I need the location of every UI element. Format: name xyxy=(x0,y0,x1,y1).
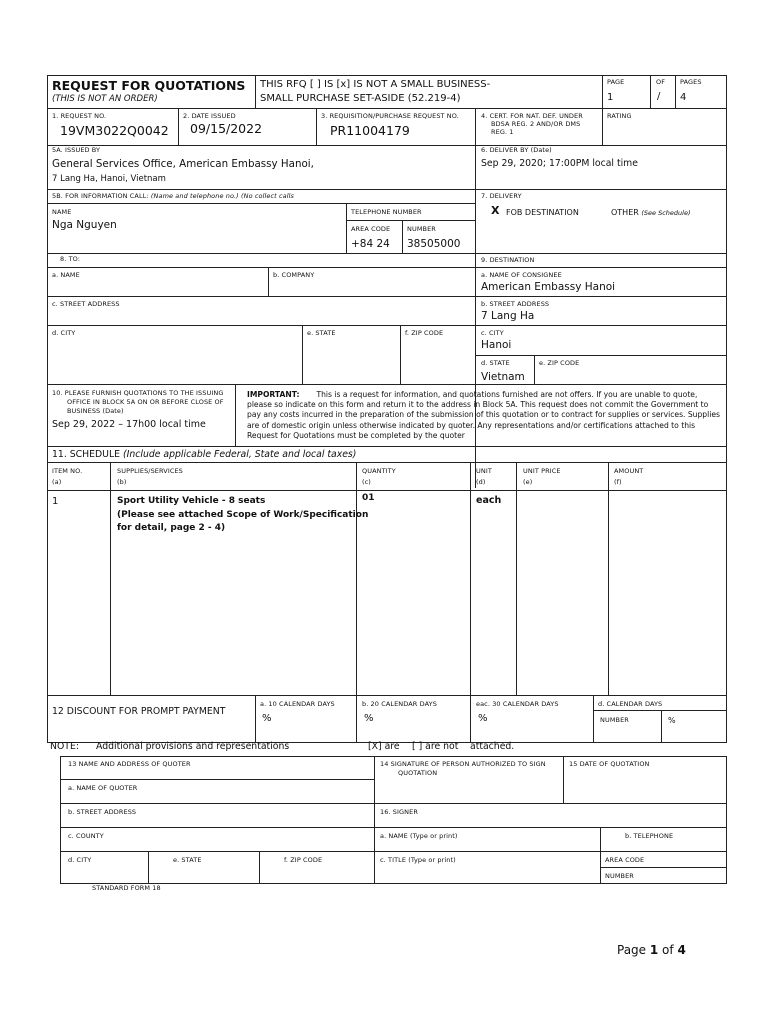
row-desc-line2: (Please see attached Scope of Work/Specification xyxy=(117,510,369,520)
pages-value: 4 xyxy=(680,92,687,103)
issued-by-line2: 7 Lang Ha, Hanoi, Vietnam xyxy=(52,174,166,184)
discount-20-days-pct: % xyxy=(364,713,374,724)
name-label: NAME xyxy=(52,208,72,216)
col-item-no-sub: (a) xyxy=(52,478,62,486)
cert-label-line3: REG. 1 xyxy=(491,128,514,136)
discount-calendar-days-label: d. CALENDAR DAYS xyxy=(598,700,663,708)
page-label: PAGE xyxy=(607,78,625,86)
note-text: Additional provisions and representations xyxy=(96,741,290,752)
fob-destination-label: FOB DESTINATION xyxy=(506,208,579,217)
col-quantity-sub: (c) xyxy=(362,478,371,486)
to-city-label: d. CITY xyxy=(52,329,76,337)
form-title: REQUEST FOR QUOTATIONS xyxy=(52,78,246,93)
quoter-state-label: e. STATE xyxy=(173,856,202,864)
phone-number-value: 38505000 xyxy=(407,238,461,250)
destination-street-value: 7 Lang Ha xyxy=(481,310,535,322)
rfq-set-aside-line2: SMALL PURCHASE SET-ASIDE (52.219-4) xyxy=(260,93,461,104)
quoter-county-label: c. COUNTY xyxy=(68,832,104,840)
destination-street-label: b. STREET ADDRESS xyxy=(481,300,550,308)
delivery-other: OTHER (See Schedule) xyxy=(611,208,691,217)
to-street-label: c. STREET ADDRESS xyxy=(52,300,120,308)
schedule-label: 11. SCHEDULE (Include applicable Federal, State and local taxes) xyxy=(52,449,357,460)
col-unit-price-sub: (e) xyxy=(523,478,533,486)
info-call-label: 5B. FOR INFORMATION CALL: (Name and telephone no.) (No collect calls xyxy=(52,192,295,200)
discount-30-days-label: eac. 30 CALENDAR DAYS xyxy=(476,700,559,708)
furnish-deadline: Sep 29, 2022 – 17h00 local time xyxy=(52,419,206,430)
to-label: 8. TO: xyxy=(60,255,81,263)
standard-form-label: STANDARD FORM 18 xyxy=(92,884,161,892)
furnish-label-line2: OFFICE IN BLOCK 5A ON OR BEFORE CLOSE OF xyxy=(67,398,224,406)
consignee-label: a. NAME OF CONSIGNEE xyxy=(481,271,562,279)
date-issued-label: 2. DATE ISSUED xyxy=(183,112,236,120)
row-desc-line3: for detail, page 2 - 4) xyxy=(117,523,226,533)
to-state-label: e. STATE xyxy=(307,329,336,337)
col-amount-sub: (f) xyxy=(614,478,622,486)
discount-10-days-label: a. 10 CALENDAR DAYS xyxy=(260,700,335,708)
signer-number-label: NUMBER xyxy=(605,872,634,880)
discount-days-pct: % xyxy=(668,716,676,725)
pages-label: PAGES xyxy=(680,78,702,86)
deliver-by-value: Sep 29, 2020; 17:00PM local time xyxy=(481,158,638,169)
form-subtitle: (THIS IS NOT AN ORDER) xyxy=(52,94,158,104)
delivery-fob-checkmark: X xyxy=(491,204,500,217)
furnish-label-line3: BUSINESS (Date) xyxy=(67,407,124,415)
request-no-value: 19VM3022Q0042 xyxy=(60,123,169,138)
destination-label: 9. DESTINATION xyxy=(481,256,535,264)
discount-20-days-label: b. 20 CALENDAR DAYS xyxy=(362,700,437,708)
signature-label-line1: 14 SIGNATURE OF PERSON AUTHORIZED TO SIGN xyxy=(380,760,546,768)
discount-30-days-pct: % xyxy=(478,713,488,724)
quoter-city-label: d. CITY xyxy=(68,856,92,864)
cert-label-line1: 4. CERT. FOR NAT. DEF. UNDER xyxy=(481,112,583,120)
issued-by-line1: General Services Office, American Embassy Hanoi, xyxy=(52,158,314,170)
important-notice: IMPORTANT: This is a request for information, and quotations furnished are not offers. If you are unable to quote, please so indicate on this form and return it to the address in Block 5A. This request does not commit the Government to pay any costs incurred in the preparation of the submission of this quotation or to contract for supplies or services. Supplies are of domestic origin unless otherwise indicated by quoter. Any representations and/or certifications attached to this Request for Quotations must be completed by the quoter xyxy=(247,390,720,440)
page-indicator: Page 1 of 4 xyxy=(617,943,686,957)
col-supplies: SUPPLIES/SERVICES xyxy=(117,467,183,475)
of-label: OF xyxy=(656,78,666,86)
telephone-number-label: TELEPHONE NUMBER xyxy=(351,208,422,216)
date-issued-value: 09/15/2022 xyxy=(190,121,263,136)
requisition-value: PR11004179 xyxy=(330,123,410,138)
col-quantity: QUANTITY xyxy=(362,467,396,475)
row-quantity: 01 xyxy=(362,493,375,503)
col-item-no: ITEM NO. xyxy=(52,467,83,475)
col-unit-price: UNIT PRICE xyxy=(523,467,561,475)
to-name-label: a. NAME xyxy=(52,271,80,279)
issued-by-label: 5A. ISSUED BY xyxy=(52,146,101,154)
to-company-label: b. COMPANY xyxy=(273,271,315,279)
signer-label: 16. SIGNER xyxy=(380,808,418,816)
note-are: [X] are xyxy=(368,741,400,752)
area-code-label: AREA CODE xyxy=(351,225,391,233)
discount-10-days-pct: % xyxy=(262,713,272,724)
number-label: NUMBER xyxy=(407,225,436,233)
col-unit: UNIT xyxy=(476,467,492,475)
request-no-label: 1. REQUEST NO. xyxy=(52,112,107,120)
destination-zip-label: e. ZIP CODE xyxy=(539,359,580,367)
row-item-no: 1 xyxy=(52,496,59,507)
row-desc-line1: Sport Utility Vehicle - 8 seats xyxy=(117,496,266,506)
note-are-not: [ ] are not xyxy=(412,741,459,752)
rating-label: RATING xyxy=(607,112,632,120)
col-amount: AMOUNT xyxy=(614,467,644,475)
quoter-zip-label: f. ZIP CODE xyxy=(284,856,323,864)
page-value: 1 xyxy=(607,92,614,103)
destination-city-label: c. CITY xyxy=(481,329,504,337)
signer-area-code-label: AREA CODE xyxy=(605,856,645,864)
delivery-label: 7. DELIVERY xyxy=(481,192,522,200)
signer-name-label: a. NAME (Type or print) xyxy=(380,832,458,840)
rfq-set-aside-line1: THIS RFQ [ ] IS [x] IS NOT A SMALL BUSINESS- xyxy=(260,79,491,90)
to-zip-label: f. ZIP CODE xyxy=(405,329,444,337)
contact-name: Nga Nguyen xyxy=(52,219,117,231)
row-unit: each xyxy=(476,495,502,506)
discount-number-label: NUMBER xyxy=(600,716,629,724)
destination-city-value: Hanoi xyxy=(481,339,512,351)
cert-label-line2: BDSA REG. 2 AND/OR DMS xyxy=(491,120,581,128)
discount-label: 12 DISCOUNT FOR PROMPT PAYMENT xyxy=(52,706,226,717)
signer-title-label: c. TITLE (Type or print) xyxy=(380,856,456,864)
of-value: / xyxy=(657,91,661,102)
signer-telephone-label: b. TELEPHONE xyxy=(625,832,674,840)
col-unit-sub: (d) xyxy=(476,478,486,486)
area-code-value: +84 24 xyxy=(351,238,390,250)
quoter-street-label: b. STREET ADDRESS xyxy=(68,808,137,816)
deliver-by-label: 6. DELIVER BY (Date) xyxy=(481,146,552,154)
date-of-quotation-label: 15 DATE OF QUOTATION xyxy=(569,760,650,768)
quoter-name-label: a. NAME OF QUOTER xyxy=(68,784,138,792)
note-attached: attached. xyxy=(470,741,515,752)
col-supplies-sub: (b) xyxy=(117,478,127,486)
destination-state-value: Vietnam xyxy=(481,371,525,383)
note-label: NOTE: xyxy=(50,741,79,752)
consignee-value: American Embassy Hanoi xyxy=(481,281,616,293)
signature-label-line2: QUOTATION xyxy=(398,769,438,777)
requisition-label: 3. REQUISITION/PURCHASE REQUEST NO. xyxy=(321,112,459,120)
furnish-label-line1: 10. PLEASE FURNISH QUOTATIONS TO THE ISSUING xyxy=(52,389,224,397)
destination-state-label: d. STATE xyxy=(481,359,510,367)
quoter-label: 13 NAME AND ADDRESS OF QUOTER xyxy=(68,760,191,768)
